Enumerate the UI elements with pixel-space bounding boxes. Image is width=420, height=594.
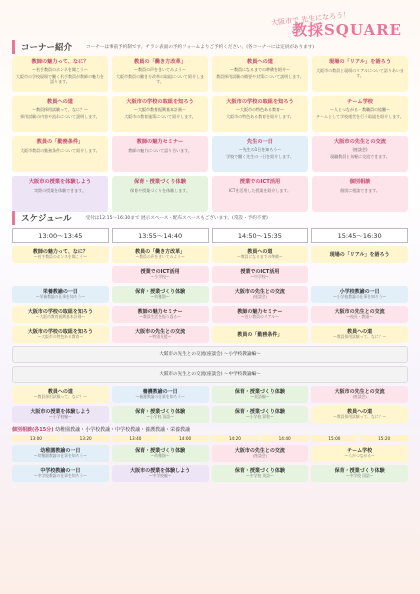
consultation-label: 個別相談(各15分) <box>12 427 54 433</box>
corner-box-description: 大阪市教員の働き方改革の取組について紹介します。 <box>116 73 204 84</box>
corner-box-description: 教師の魅力について語り合います。 <box>128 147 192 153</box>
schedule-row <box>12 445 408 462</box>
corner-box-description: チームとして学校運営を行う取組を紹介します。 <box>316 113 404 119</box>
consultation-slots <box>12 435 408 442</box>
schedule-event <box>311 465 408 482</box>
event-name: 保育・授業づくり体験 <box>234 409 285 416</box>
event-subtitle: 〜教員生活を振り返る〜 <box>139 314 181 320</box>
schedule-event <box>12 406 109 423</box>
event-name: 保育・授業づくり体験 <box>135 289 186 296</box>
corner-box <box>112 96 208 132</box>
event-name: 大阪市の学校の取組を知ろう <box>27 329 93 336</box>
event-name: 現場の「リアル」を語ろう <box>329 251 390 258</box>
event-subtitle: 〜中学校編〜 <box>148 473 172 479</box>
event-name: チーム学校 <box>347 448 373 455</box>
corner-box <box>212 176 308 212</box>
corner-box <box>212 56 308 92</box>
event-subtitle: 〜小学校教諭の仕事を知ろう〜 <box>333 294 387 300</box>
event-subtitle: 〜中学校 国語〜 <box>345 473 374 479</box>
event-subtitle: 〜教員の声をきいてみよう〜 <box>135 254 185 260</box>
schedule-event <box>311 286 408 303</box>
event-name: 保育・授業づくり体験 <box>234 389 285 396</box>
corner-section-note: コーナーは事前予約制です。チラシ表面の予約フォームよりご予約ください。(各コーナーには定員があります) <box>86 45 315 50</box>
schedule-event <box>112 386 209 403</box>
schedule-table <box>12 228 408 485</box>
corner-section-header <box>12 40 314 54</box>
corner-box-subtitle: 〜先生の1日を知ろう〜 <box>238 146 282 152</box>
corner-box-description: 大阪市教員の勤務条件について紹介します。 <box>20 147 100 153</box>
event-name: 教員への道 <box>47 389 73 396</box>
brand-tagline: 大阪市で 先生になろう！ <box>270 10 351 28</box>
corner-box <box>212 136 308 172</box>
event-name: 大阪市の先生との交流 <box>334 389 385 396</box>
consultation-slot: 14:40 <box>261 435 309 442</box>
schedule-rows-2 <box>12 386 408 423</box>
corner-box-title: 教員への道 <box>47 99 73 105</box>
event-subtitle: 〜校長・教頭〜 <box>346 314 373 320</box>
event-subtitle: 〜栄養教諭の仕事を知ろう〜 <box>35 294 86 300</box>
schedule-event <box>212 406 309 423</box>
schedule-event <box>311 406 408 423</box>
schedule-row <box>12 246 408 263</box>
event-name: 大阪市の先生との交流 <box>234 289 285 296</box>
event-name: 保育・授業づくり体験 <box>334 468 385 475</box>
corner-box-title: 大阪市の学校の取組を知ろう <box>226 99 294 105</box>
event-name: 保育・授業づくり体験 <box>135 409 186 416</box>
corner-box-subtitle: 〜人とつながる・教職員の協働〜 <box>330 106 390 112</box>
time-header: 15:45〜16:30 <box>311 228 408 243</box>
corner-box <box>112 136 208 172</box>
corner-grid <box>12 56 408 212</box>
time-header: 13:55〜14:40 <box>112 228 209 243</box>
event-subtitle: 〜幼稚園〜 <box>150 294 170 300</box>
event-subtitle: 〜幼稚園教諭の仕事を知ろう〜 <box>33 453 87 459</box>
corner-box-description: ICTを活用した授業を紹介します。 <box>228 187 292 193</box>
event-name: 小学校教諭の一日 <box>339 289 380 296</box>
corner-box <box>112 176 208 212</box>
event-name: 授業でのICT活用 <box>140 269 180 276</box>
schedule-event <box>311 386 408 403</box>
flyer-page <box>8 6 412 588</box>
event-name: 教師の魅力って、なに？ <box>32 249 88 256</box>
corner-box-title: 大阪市の学校の取組を知ろう <box>126 99 194 105</box>
event-name: 大阪市の授業を体験しよう <box>30 409 91 416</box>
event-subtitle: 〜幼稚園〜 <box>150 453 170 459</box>
schedule-event <box>12 465 109 482</box>
corner-box-description: 実際の授業を体験できます。 <box>34 187 86 193</box>
schedule-rows-3 <box>12 445 408 482</box>
event-subtitle: 〜中学校〜 <box>250 274 270 280</box>
event-subtitle: 〜大阪市の特色ある教育〜 <box>37 334 84 340</box>
schedule-row <box>12 386 408 403</box>
corner-box <box>12 56 108 92</box>
schedule-event <box>212 246 309 263</box>
corner-box-title: 大阪市の授業を体験しよう <box>28 179 92 185</box>
corner-box-subtitle: 〜教員になるまでの準備を紹介〜 <box>230 66 290 72</box>
consultation-slot: 13:40 <box>112 435 160 442</box>
schedule-event <box>112 266 209 283</box>
event-name: 教員の「勤務条件」 <box>237 331 283 338</box>
schedule-event <box>12 445 109 462</box>
corner-box-subtitle: 〜教員の声をきいてみよう〜 <box>134 66 186 72</box>
wide-event-1: 大阪市の先生との交流(座談会) 〜小学校教諭編〜 <box>12 346 408 363</box>
corner-box-title: 教師の魅力セミナー <box>136 139 184 145</box>
corner-box-subtitle: 〜教員採用試験って、なに？〜 <box>32 106 88 112</box>
consultation-slot: 15:00 <box>311 435 359 442</box>
corner-box-description: 大阪市の特色ある教育を紹介します。 <box>226 113 294 119</box>
schedule-event <box>212 266 309 283</box>
corner-box <box>12 96 108 132</box>
schedule-event <box>12 326 109 343</box>
corner-box <box>312 56 408 92</box>
schedule-row <box>12 326 408 343</box>
corner-box-description: 大阪市の教育施策について紹介します。 <box>124 113 196 119</box>
event-subtitle: 〜人がつながる〜 <box>344 453 375 459</box>
event-subtitle: 〜教員採用試験って、なに？〜 <box>333 334 387 340</box>
corner-section-title: コーナー紹介 <box>12 40 78 54</box>
corner-box-description: 教員採用試験の概要や対策について説明します。 <box>216 73 304 79</box>
corner-box-title: 教師の魅力って、なに？ <box>31 59 89 65</box>
corner-box <box>312 96 408 132</box>
schedule-event <box>212 465 309 482</box>
brand-logo: 教採SQUARE <box>291 21 402 39</box>
consultation-slot: 13:20 <box>62 435 110 442</box>
event-subtitle: 〜教員採用試験って、なに？〜 <box>33 394 87 400</box>
corner-box-title: 先生の一日 <box>247 139 273 145</box>
corner-box <box>312 136 408 172</box>
corner-box-title: 個別相談 <box>349 179 371 185</box>
corner-box-subtitle: (座談会) <box>352 146 368 152</box>
corner-box-description: 大阪市の学校現場で働く若手教員が教師の魅力を語ります。 <box>16 73 104 84</box>
corner-box-title: 大阪市の先生との交流 <box>334 139 386 145</box>
event-subtitle: 〜小学校編〜 <box>48 414 72 420</box>
corner-box-description: 個別に相談できます。 <box>340 187 380 193</box>
schedule-event <box>311 445 408 462</box>
event-name: 教師の魅力セミナー <box>137 309 183 316</box>
schedule-section-title: スケジュール <box>12 211 78 225</box>
corner-box <box>112 56 208 92</box>
schedule-event <box>112 326 209 343</box>
schedule-event <box>112 445 209 462</box>
corner-box-title: 保育・授業づくり体験 <box>134 179 186 185</box>
event-name: 教員の「働き方改革」 <box>135 249 186 256</box>
event-subtitle: 〜若い教員のリアル〜 <box>240 314 279 320</box>
event-name: 栄養教諭の一日 <box>42 289 78 296</box>
schedule-event <box>212 326 309 343</box>
event-subtitle: 〜大阪市教育振興基本計画〜 <box>35 314 86 320</box>
corner-box-description: 保育や授業づくりを体験します。 <box>130 187 190 193</box>
schedule-section-note: 受付は12:15〜16:30まで 展示スペース・配布スペースもございます。(常設・予約不要) <box>85 216 268 221</box>
event-name: 保育・授業づくり体験 <box>135 448 186 455</box>
schedule-row <box>12 266 408 283</box>
corner-box-title: 現場の「リアル」を語ろう <box>328 59 392 65</box>
schedule-event <box>112 465 209 482</box>
consultation-range <box>12 426 408 442</box>
corner-box <box>312 176 408 212</box>
schedule-row <box>12 286 408 303</box>
schedule-event <box>311 306 408 323</box>
wide-event-2: 大阪市の先生との交流(座談会) 〜中学校教諭編〜 <box>12 366 408 383</box>
consultation-slot: 13:00 <box>12 435 60 442</box>
event-name: 養護教諭の一日 <box>142 389 178 396</box>
consultation-slot: 15:20 <box>360 435 408 442</box>
consultation-note: 幼稚園教諭・小学校教諭・中学校教諭・養護教諭・栄養教諭 <box>55 427 191 433</box>
event-subtitle: 〜小学校 算数〜 <box>245 414 274 420</box>
schedule-event <box>112 306 209 323</box>
schedule-event <box>12 386 109 403</box>
event-subtitle: (座談会) <box>352 394 367 400</box>
event-subtitle: 〜教員になるまでの準備〜 <box>237 254 283 260</box>
schedule-row <box>12 465 408 482</box>
schedule-event <box>112 406 209 423</box>
event-name: 教員への道 <box>247 249 273 256</box>
event-name: 授業でのICT活用 <box>240 269 280 276</box>
event-name: 教員への道 <box>347 409 373 416</box>
schedule-event <box>311 326 408 343</box>
corner-box-title: チーム学校 <box>347 99 373 105</box>
event-subtitle: 〜英語編〜 <box>250 394 270 400</box>
schedule-event <box>212 286 309 303</box>
event-name: 大阪市の先生との交流 <box>234 448 285 455</box>
consultation-slot: 14:20 <box>211 435 259 442</box>
schedule-time-headers <box>12 228 408 243</box>
brand-block <box>271 6 402 40</box>
event-subtitle: (座談会) <box>252 453 268 459</box>
event-name: 教員への道 <box>347 329 373 336</box>
schedule-rows-1 <box>12 246 408 343</box>
event-subtitle: 〜特別支援〜 <box>148 334 172 340</box>
corner-box-subtitle: 〜大阪市の特色ある教育〜 <box>236 106 284 112</box>
schedule-section-header <box>12 211 268 225</box>
corner-box <box>12 136 108 172</box>
corner-box-title: 教員の「働き方改革」 <box>134 59 186 65</box>
event-name: 大阪市の先生との交流 <box>334 309 385 316</box>
schedule-event <box>112 246 209 263</box>
schedule-event <box>212 386 309 403</box>
schedule-row <box>12 406 408 423</box>
event-subtitle: 〜中学校 英語〜 <box>245 473 274 479</box>
corner-box-description: 現職教員と気軽に交流できます。 <box>330 153 390 159</box>
schedule-row <box>12 306 408 323</box>
corner-box <box>12 176 108 212</box>
event-name: 大阪市の先生との交流 <box>135 329 186 336</box>
time-header: 13:00〜13:45 <box>12 228 109 243</box>
time-header: 14:50〜15:35 <box>212 228 309 243</box>
consultation-slot: 14:00 <box>161 435 209 442</box>
schedule-event <box>12 246 109 263</box>
event-subtitle: 〜養護教諭の仕事を知ろう〜 <box>135 394 185 400</box>
corner-box-subtitle: 〜若手教員のホンネを聞こう〜 <box>32 66 88 72</box>
event-name: 教師の魅力セミナー <box>237 309 283 316</box>
event-subtitle: 〜中学校教諭の仕事を知ろう〜 <box>33 473 87 479</box>
event-name: 中学校教諭の一日 <box>40 468 81 475</box>
event-name: 大阪市の授業を体験しよう <box>130 468 191 475</box>
event-name: 幼稚園教諭の一日 <box>40 448 81 455</box>
corner-box-title: 授業でのICT活用 <box>239 179 281 185</box>
corner-box-subtitle: 〜大阪市教育振興基本計画〜 <box>134 106 186 112</box>
schedule-event <box>12 266 109 283</box>
schedule-event <box>212 306 309 323</box>
schedule-event <box>12 306 109 323</box>
event-subtitle: 〜小学校〜 <box>150 274 170 280</box>
corner-box-title: 教員の「勤務条件」 <box>36 139 84 145</box>
event-subtitle: (座談会) <box>252 294 268 300</box>
schedule-event <box>12 286 109 303</box>
corner-box <box>212 96 308 132</box>
corner-box-title: 教員への道 <box>247 59 273 65</box>
event-name: 大阪市の学校の取組を知ろう <box>27 309 93 316</box>
corner-box-description: 大阪市の教員と現場のリアルについて語りあいます。 <box>316 67 404 78</box>
schedule-event <box>212 445 309 462</box>
schedule-event <box>311 246 408 263</box>
event-subtitle: 〜教員採用試験って、なに？〜 <box>333 414 387 420</box>
event-name: 保育・授業づくり体験 <box>234 468 285 475</box>
corner-box-description: 学校で働く先生の一日を紹介します。 <box>226 153 294 159</box>
schedule-event <box>311 266 408 283</box>
event-subtitle: 〜小学校 国語〜 <box>146 414 175 420</box>
schedule-event <box>112 286 209 303</box>
corner-box-description: 採用試験の内容や流れについて説明します。 <box>20 113 100 119</box>
event-subtitle: 〜若手教員のホンネを聞こう〜 <box>33 254 87 260</box>
